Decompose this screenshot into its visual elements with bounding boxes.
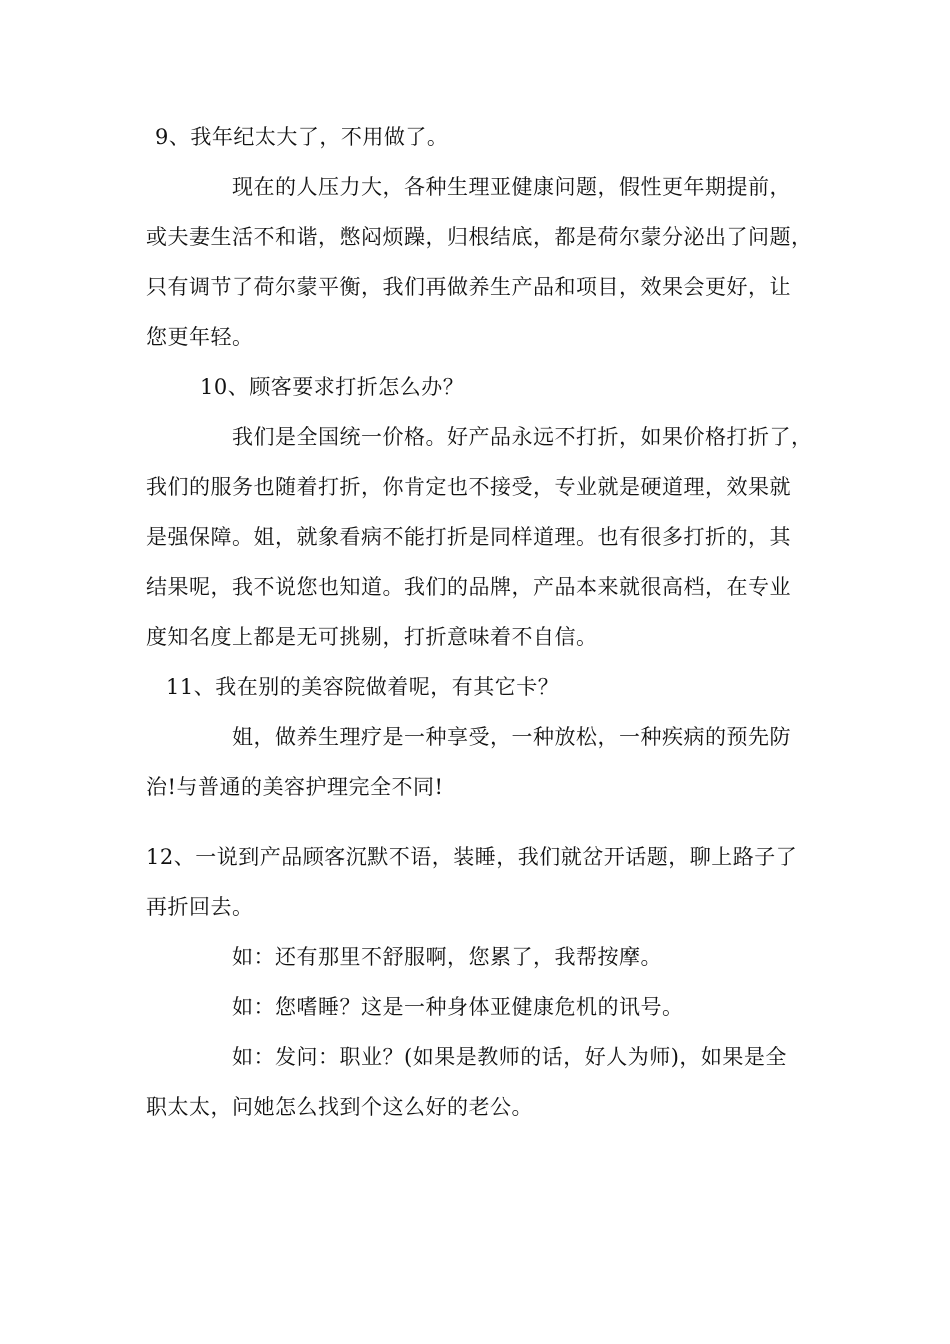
- answer-9-line-1: 现在的人压力大，各种生理亚健康问题，假性更年期提前，: [232, 175, 791, 199]
- example-12-line-1: 如：还有那里不舒服啊，您累了，我帮按摩。: [232, 945, 662, 969]
- answer-9-line-4: 您更年轻。: [146, 325, 254, 349]
- answer-11-line-2: 治!与普通的美容护理完全不同!: [146, 775, 444, 799]
- answer-10-line-2: 我们的服务也随着打折，你肯定也不接受，专业就是硬道理，效果就: [146, 475, 791, 499]
- example-12-line-4: 职太太，问她怎么找到个这么好的老公。: [146, 1095, 533, 1119]
- question-12-heading-line-2: 再折回去。: [146, 895, 254, 919]
- answer-10-line-5: 度知名度上都是无可挑剔，打折意味着不自信。: [146, 625, 598, 649]
- question-11-heading: 11、我在别的美容院做着呢，有其它卡？: [166, 675, 560, 699]
- answer-9-line-3: 只有调节了荷尔蒙平衡，我们再做养生产品和项目，效果会更好，让: [146, 275, 791, 299]
- question-9-heading: 9、我年纪太大了，不用做了。: [155, 125, 449, 149]
- question-10-heading: 10、顾客要求打折怎么办？: [200, 375, 465, 399]
- answer-10-line-1: 我们是全国统一价格。好产品永远不打折，如果价格打折了，: [232, 425, 813, 449]
- answer-9-line-2: 或夫妻生活不和谐，憋闷烦躁，归根结底，都是荷尔蒙分泌出了问题，: [146, 225, 813, 249]
- question-12-heading-line-1: 12、一说到产品顾客沉默不语，装睡，我们就岔开话题，聊上路子了: [146, 845, 798, 869]
- answer-10-line-3: 是强保障。姐，就象看病不能打折是同样道理。也有很多打折的，其: [146, 525, 791, 549]
- answer-11-line-1: 姐，做养生理疗是一种享受，一种放松，一种疾病的预先防: [232, 725, 791, 749]
- answer-10-line-4: 结果呢，我不说您也知道。我们的品牌，产品本来就很高档，在专业: [146, 575, 791, 599]
- example-12-line-2: 如：您嗜睡？这是一种身体亚健康危机的讯号。: [232, 995, 684, 1019]
- example-12-line-3: 如：发问：职业？(如果是教师的话，好人为师)，如果是全: [232, 1045, 787, 1069]
